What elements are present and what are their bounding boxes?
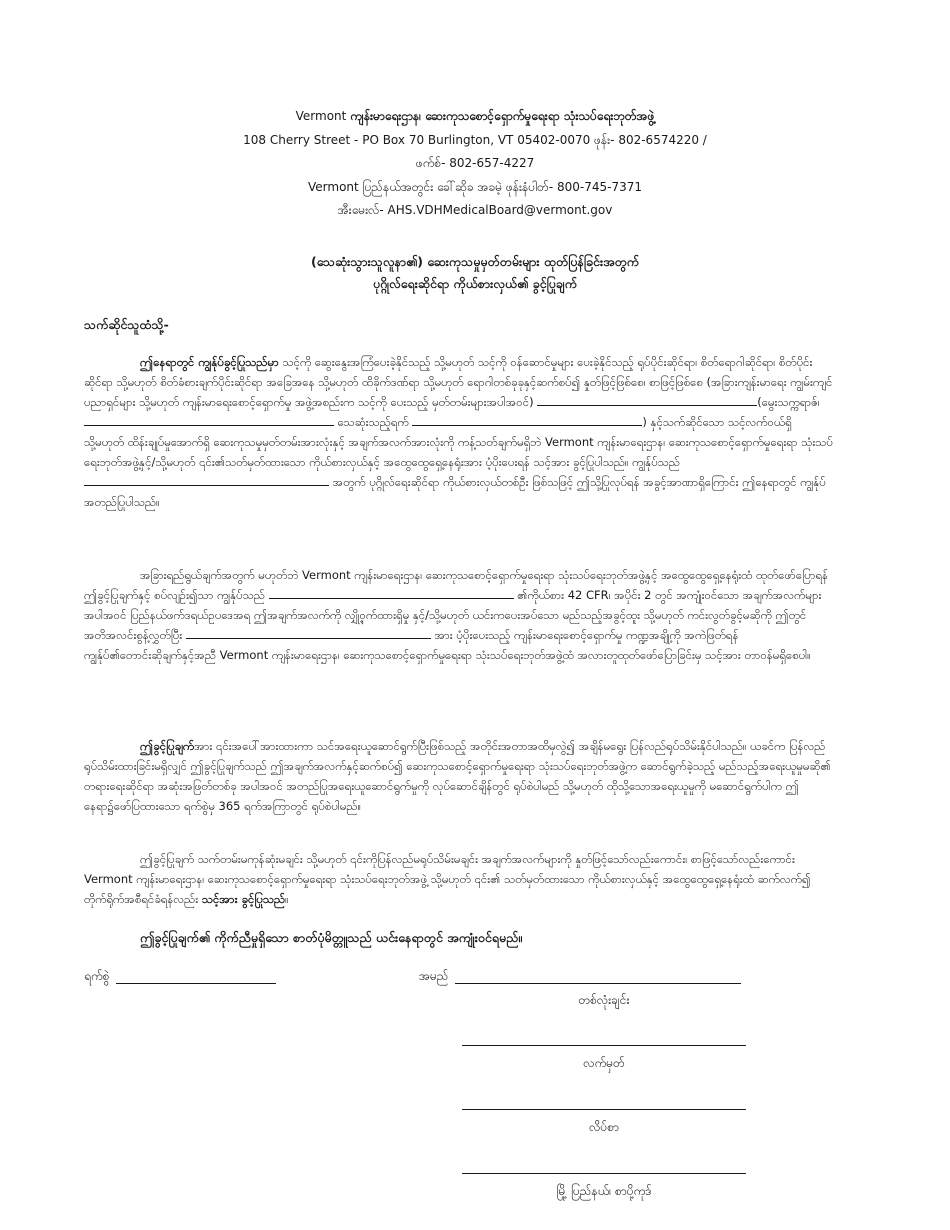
death-date-blank[interactable] bbox=[412, 413, 642, 426]
revocation-paragraph bbox=[84, 736, 834, 816]
signature-caption: လက်မှတ် bbox=[583, 1056, 625, 1070]
org-tollfree: Vermont ပြည်နယ်အတွင်း ခေါ်ဆိုခ အခမဲ့ ဖုန်းနံပါတ်- 800-745-7371 bbox=[308, 180, 642, 194]
para1-text-3: သေဆုံးသည့်ရက် bbox=[334, 415, 413, 429]
org-name-bold: ကျန်းမာရေးဌာန၊ ဆေးကုသစောင့်ရှောက်မှုရေးရာ သုံးသပ်ရေးဘုတ်အဖွဲ့ bbox=[350, 109, 655, 123]
para4-text: ဤခွင့်ပြုချက် သက်တမ်းမကုန်ဆုံးမချင်း သို့မဟုတ် ၎င်းကိုပြန်လည်မရုပ်သိမ်းမချင်း အချက်အလက်များကို နှုတ်ဖြင့်သော်လည်းကောင်း၊ စာဖြင့်သော်လည်းကောင်း Vermont ကျန်းမာရေးဌာန၊ ဆေးကုသစောင့်ရှောက်မှုရေးရာ သုံးသပ်ရေးဘုတ်အဖွဲ့ သို့မဟုတ် ၎င်း၏ သတ်မှတ်ထားသော ကိုယ်စားလှယ်နှင့် အထွေထွေရှေ့နေရုံးထံ ဆက်လက်၍ တိုက်ရိုက်အစီရင်ခံရန်လည်း bbox=[84, 852, 811, 906]
authorization-paragraph bbox=[84, 352, 834, 512]
para4-bold-tail: သင့်အား ခွင့်ပြုသည် bbox=[201, 892, 286, 906]
address-field-line[interactable] bbox=[462, 1109, 746, 1110]
full-name-caption: တစ်လုံးချင်း bbox=[578, 993, 630, 1007]
birth-date-blank[interactable] bbox=[84, 413, 334, 426]
reporting-paragraph bbox=[84, 849, 834, 909]
para2-text-2: ၏ကိုယ်စား 42 CFR၊ အပိုင်း 2 တွင် အကျုံးဝင်သော အချက်အလက်များ အပါအဝင် ပြည်နယ်ဖက်ဒရယ်ဥပဒေအရ ဤအချက်အလက်ကို လျှို့ဝှက်ထားရှိမှု နှင့်/သို့မဟုတ် ယင်းကပေးအပ်သော မည်သည့်အခွင့်ထူး သို့မဟုတ် ကင်းလွတ်ခွင့်မဆိုကို ဤတွင် အတိအလင်းစွန့်လွှတ်ပြီး bbox=[84, 588, 822, 642]
salutation: သက်ဆိုင်သူထံသို့- bbox=[84, 317, 169, 332]
city-state-zip-caption: မြို့ ပြည်နယ်၊ စာပို့ကုဒ် bbox=[556, 1184, 652, 1198]
waiver-paragraph bbox=[84, 565, 834, 665]
name-label: အမည် bbox=[419, 969, 449, 983]
para3-lead: ဤခွင့်ပြုချက် bbox=[140, 739, 195, 753]
org-address: 108 Cherry Street - PO Box 70 Burlington, VT 05402-0070 ဖုန်း- 802-6574220 / bbox=[243, 133, 707, 147]
date-field-line[interactable] bbox=[116, 983, 276, 984]
doc-title-line2: ပုဂ္ဂိုလ်ရေးဆိုင်ရာ ကိုယ်စားလှယ်၏ ခွင့်ပြုချက် bbox=[372, 276, 578, 291]
para1-text-5: အတွက် ပုဂ္ဂိုလ်ရေးဆိုင်ရာ ကိုယ်စားလှယ်တစ်ဦး ဖြစ်သဖြင့် ဤသို့ပြုလုပ်ရန် အခွင့်အာဏာရှိကြောင်း ဤနေရာတွင် ကျွန်ုပ်အတည်ပြုပါသည်။ bbox=[84, 475, 826, 509]
care-recipient-blank[interactable] bbox=[186, 626, 431, 639]
representative-of-blank[interactable] bbox=[84, 473, 329, 486]
para1-text-2: (မွေးသက္ကရာဇ်၊ bbox=[757, 395, 820, 409]
date-label: ရက်စွဲ bbox=[84, 969, 110, 983]
para3-text: အား ၎င်းအပေါ်အားထားကာ သင်အရေးယူဆောင်ရွက်ပြီးဖြစ်သည့် အတိုင်းအတာအထိမှလွဲ၍ အချိန်မရွေး ပြန်လည်ရုပ်သိမ်းနိုင်ပါသည်။ ယခင်က ပြန်လည်ရုပ်သိမ်းထားခြင်းမရှိလျှင် ဤခွင့်ပြုချက်သည် ဤအချက်အလက်နှင့်ဆက်စပ်၍ ဆေးကုသစောင့်ရှောက်မှုရေးရာ သုံးသပ်ရေးဘုတ်အဖွဲ့က ဆောင်ရွက်ခဲ့သည့် မည်သည့်အရေးယူမှုမဆို၏ တရားရေးဆိုင်ရာ အဆုံးအဖြတ်တစ်ခု အပါအဝင် အတည်ပြုအရေးယူဆောင်ရွက်မှုကို လုပ်ဆောင်ချိန်တွင် ရုပ်စဲပါမည် သို့မဟုတ် ထိုသို့သောအရေးယူမှုကို မဆောင်ရွက်ပါက ဤနေရာ၌ဖော်ပြထားသော ရက်စွဲမှ 365 ရက်အကြာတွင် ရုပ်စဲပါမည်။ bbox=[84, 739, 831, 813]
org-name bbox=[0, 108, 950, 124]
name-field-line[interactable] bbox=[455, 983, 741, 984]
photocopy-note: ဤခွင့်ပြုချက်၏ ကိုက်ညီမှုရှိသော စာတ်ပုံမိတ္တူသည် ယင်းနေရာတွင် အကျုံးဝင်ရမည်။ bbox=[140, 930, 523, 945]
patient-name-blank[interactable] bbox=[537, 393, 757, 406]
signature-field-line[interactable] bbox=[462, 1045, 746, 1046]
org-fax: ဖက်စ်- 802-657-4227 bbox=[415, 156, 535, 170]
waiver-name-blank[interactable] bbox=[269, 586, 514, 599]
doc-title-line1: (သေဆုံးသွားသူလူနာ၏) ဆေးကုသမှုမှတ်တမ်းများ ထုတ်ပြန်ခြင်းအတွက် bbox=[310, 254, 640, 269]
para2-text-1: အခြားရည်ရွယ်ချက်အတွက် မဟုတ်ဘဲ Vermont ကျန်းမာရေးဌာန၊ ဆေးကုသစောင့်ရှောက်မှုရေးရာ သုံးသပ်ရေးဘုတ်အဖွဲ့နှင့် အထွေထွေရှေ့နေရုံးထံ ထုတ်ဖော်ပြောရန် ဤခွင့်ပြုချက်နှင့် စပ်လျဉ်း၍သာ ကျွန်ုပ်သည် bbox=[84, 568, 829, 602]
para2-text-3: အား ပံ့ပိုးပေးသည့် ကျန်းမာရေးစောင့်ရှောက်မှု ကဏ္ဍအချို့ကို အကဲဖြတ်ရန် ကျွန်ုပ်၏တောင်းဆိုချက်နှင့်အညီ Vermont ကျန်းမာရေးဌာန၊ ဆေးကုသစောင့်ရှောက်မှုရေးရာ သုံးသပ်ရေးဘုတ်အဖွဲ့ထံ အလားတူထုတ်ဖော်ပြောခြင်းမှ သင့်အား တာဝန်မရှိစေပါ။ bbox=[84, 628, 811, 662]
org-email: အီးမေးလ်- AHS.VDHMedicalBoard@vermont.gov bbox=[337, 203, 613, 217]
org-name-prefix: Vermont bbox=[295, 109, 351, 123]
para1-text-4: ) နှင့်သက်ဆိုင်သော သင့်လက်ဝယ်ရှိ သို့မဟုတ် ထိန်းချုပ်မှုအောက်ရှိ ဆေးကုသမှုမှတ်တမ်းအားလုံးနှင့် အချက်အလက်အားလုံးကို ကန့်သတ်ချက်မရှိဘဲ Vermont ကျန်းမာရေးဌာန၊ ဆေးကုသစောင့်ရှောက်မှုရေးရာ သုံးသပ်ရေးဘုတ်အဖွဲ့နှင့်/သို့မဟုတ် ၎င်း၏သတ်မှတ်ထားသော ကိုယ်စားလှယ်နှင့် အထွေထွေရှေ့နေရုံးအား ပံ့ပိုးပေးရန် သင့်အား ခွင့်ပြုပါသည်။ ကျွန်ုပ်သည် bbox=[84, 415, 833, 469]
address-caption: လိပ်စာ bbox=[589, 1120, 619, 1134]
para4-end: ။ bbox=[285, 892, 289, 906]
para1-text-1: သင့်ကို ဆွေးနွေးအကြံပေးခဲ့နိုင်သည့် သို့မဟုတ် သင့်ကို ဝန်ဆောင်မှုများ ပေးခဲ့နိုင်သည့် ရုပ်ပိုင်းဆိုင်ရာ၊ စိတ်ရောဂါဆိုင်ရာ၊ စိတ်ပိုင်းဆိုင်ရာ သို့မဟုတ် စိတ်ခံစားချက်ပိုင်းဆိုင်ရာ အခြေအနေ သို့မဟုတ် ထိခိုက်ဒဏ်ရာ သို့မဟုတ် ရောဂါတစ်ခုခုနှင့်ဆက်စပ်၍ နှုတ်ဖြင့်ဖြစ်စေ၊ စာဖြင့်ဖြစ်စေ (အခြားကျန်းမာရေး ကျွမ်းကျင်ပညာရှင်များ သို့မဟုတ် ကျန်းမာရေးစောင့်ရှောက်မှု အဖွဲ့အစည်းက သင့်ကို ပေးသည့် မှတ်တမ်းများအပါအဝင်) bbox=[84, 355, 833, 409]
para1-lead: ဤနေရာတွင် ကျွန်ုပ်ခွင့်ပြုသည်မှာ bbox=[140, 355, 279, 369]
city-field-line[interactable] bbox=[462, 1173, 746, 1174]
